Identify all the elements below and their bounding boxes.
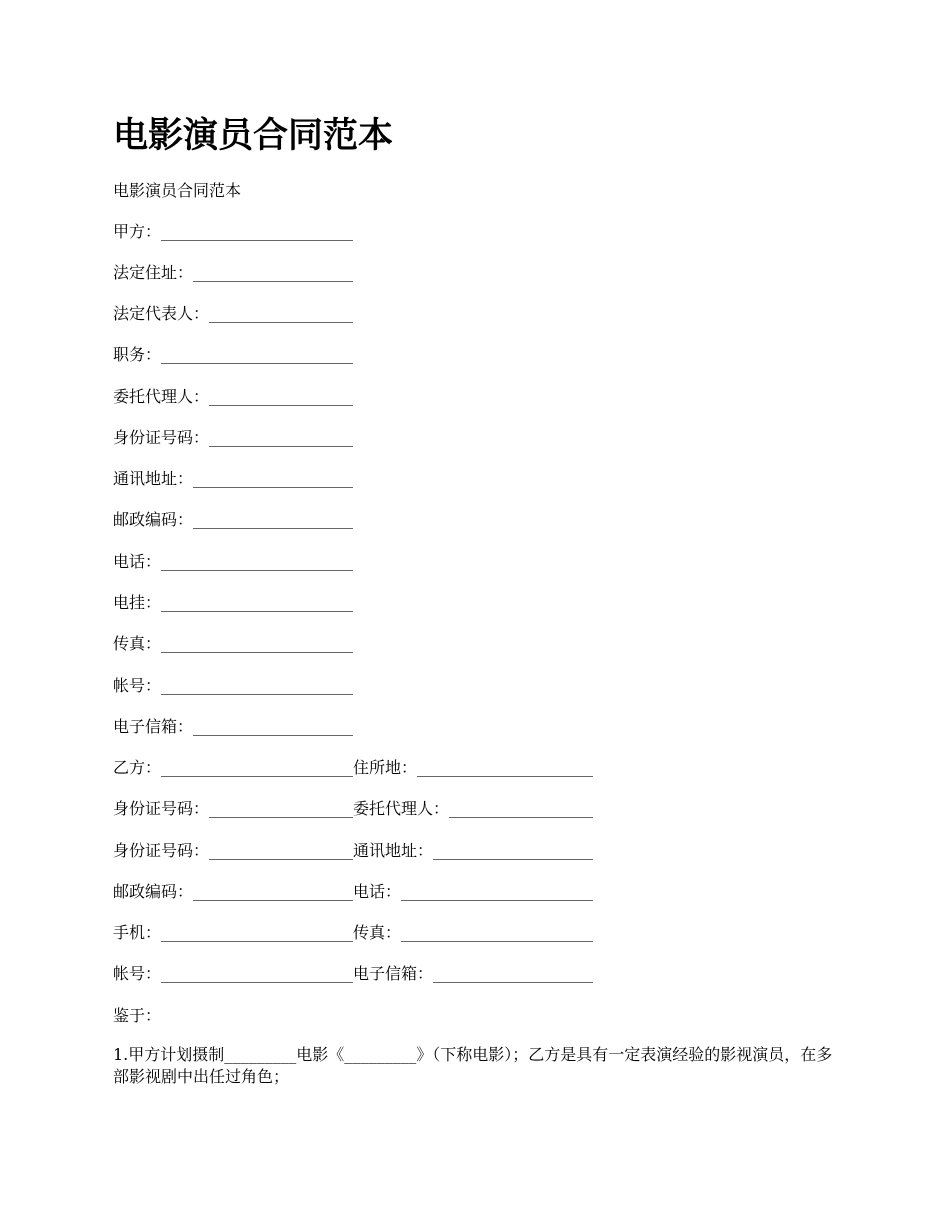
party-a-legal-address-line: 法定住址：____________________ bbox=[113, 263, 354, 282]
party-b-row-5: 手机：________________________传真：________________________ bbox=[113, 923, 594, 942]
party-a-account-line: 帐号：________________________ bbox=[113, 676, 354, 695]
party-a-legal-representative-line: 法定代表人：__________________ bbox=[113, 304, 354, 323]
party-a-mailing-address-line: 通讯地址：____________________ bbox=[113, 469, 354, 488]
party-b-row-1: 乙方：________________________住所地：______________________ bbox=[113, 758, 594, 777]
clause-1-paragraph: 1.甲方计划摄制_________电影《_________》（下称电影）；乙方是具有一定表演经验的影视演员，在多部影视剧中出任过角色； bbox=[113, 1045, 833, 1086]
party-a-position-line: 职务：________________________ bbox=[113, 345, 354, 364]
party-a-name-line: 甲方：________________________ bbox=[113, 222, 354, 241]
party-b-row-6: 帐号：________________________电子信箱：____________________ bbox=[113, 964, 594, 983]
party-a-email-line: 电子信箱：____________________ bbox=[113, 717, 354, 736]
party-b-row-3: 身份证号码：__________________通讯地址：____________________ bbox=[113, 841, 594, 860]
party-a-agent-line: 委托代理人：__________________ bbox=[113, 387, 354, 406]
party-a-id-number-line: 身份证号码：__________________ bbox=[113, 428, 354, 447]
party-a-postal-code-line: 邮政编码：____________________ bbox=[113, 510, 354, 529]
party-a-telegraph-line: 电挂：________________________ bbox=[113, 593, 354, 612]
document-subtitle: 电影演员合同范本 bbox=[113, 181, 242, 200]
party-a-fax-line: 传真：________________________ bbox=[113, 634, 354, 653]
whereas-heading: 鉴于： bbox=[113, 1006, 162, 1025]
party-b-row-4: 邮政编码：____________________电话：________________________ bbox=[113, 882, 594, 901]
document-title: 电影演员合同范本 bbox=[113, 116, 394, 156]
party-b-row-2: 身份证号码：__________________委托代理人：__________________ bbox=[113, 799, 594, 818]
party-a-phone-line: 电话：________________________ bbox=[113, 552, 354, 571]
